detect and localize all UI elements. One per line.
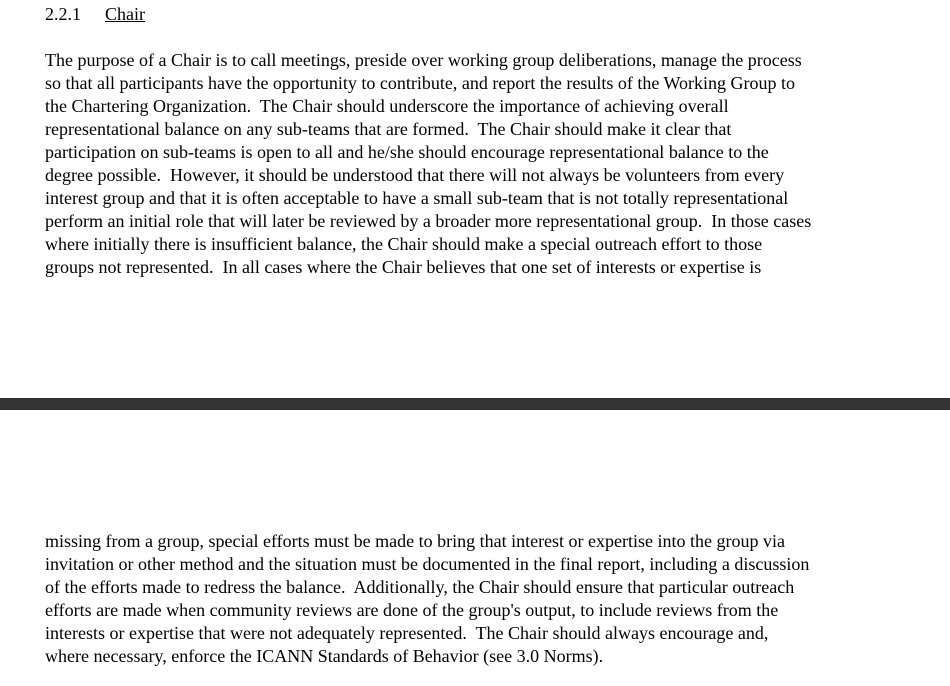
text-line: representational balance on any sub-teams that are formed. The Chair should make it clear that (45, 119, 732, 139)
section-title: Chair (105, 4, 145, 24)
text-line: groups not represented. In all cases where the Chair believes that one set of interests or expertise is (45, 257, 762, 277)
text-line: interests or expertise that were not adequately represented. The Chair should always encourage and, (45, 623, 769, 643)
text-line: efforts are made when community reviews are done of the group's output, to include reviews from the (45, 600, 779, 620)
document-page-bottom (0, 410, 950, 686)
paragraph-part-1 (45, 49, 811, 279)
section-number: 2.2.1 (45, 4, 81, 24)
text-line: participation on sub-teams is open to all and he/she should encourage representational balance to the (45, 142, 769, 162)
text-line: degree possible. However, it should be understood that there will not always be volunteers from every (45, 165, 785, 185)
section-heading (45, 3, 145, 25)
text-line: perform an initial role that will later be reviewed by a broader more representational group. In those cases (45, 211, 812, 231)
paragraph-part-2 (45, 530, 809, 668)
text-line: where necessary, enforce the ICANN Standards of Behavior (see 3.0 Norms). (45, 646, 604, 666)
text-line: of the efforts made to redress the balance. Additionally, the Chair should ensure that particular outreach (45, 577, 795, 597)
text-line: interest group and that it is often acceptable to have a small sub-team that is not totally representational (45, 188, 789, 208)
text-line: The purpose of a Chair is to call meetings, preside over working group deliberations, manage the process (45, 50, 802, 70)
text-line: so that all participants have the opportunity to contribute, and report the results of the Working Group to (45, 73, 796, 93)
text-line: missing from a group, special efforts must be made to bring that interest or expertise into the group via (45, 531, 785, 551)
text-line: the Chartering Organization. The Chair should underscore the importance of achieving overall (45, 96, 729, 116)
text-line: invitation or other method and the situation must be documented in the final report, including a discussion (45, 554, 810, 574)
page-separator (0, 398, 950, 410)
text-line: where initially there is insufficient balance, the Chair should make a special outreach effort to those (45, 234, 763, 254)
